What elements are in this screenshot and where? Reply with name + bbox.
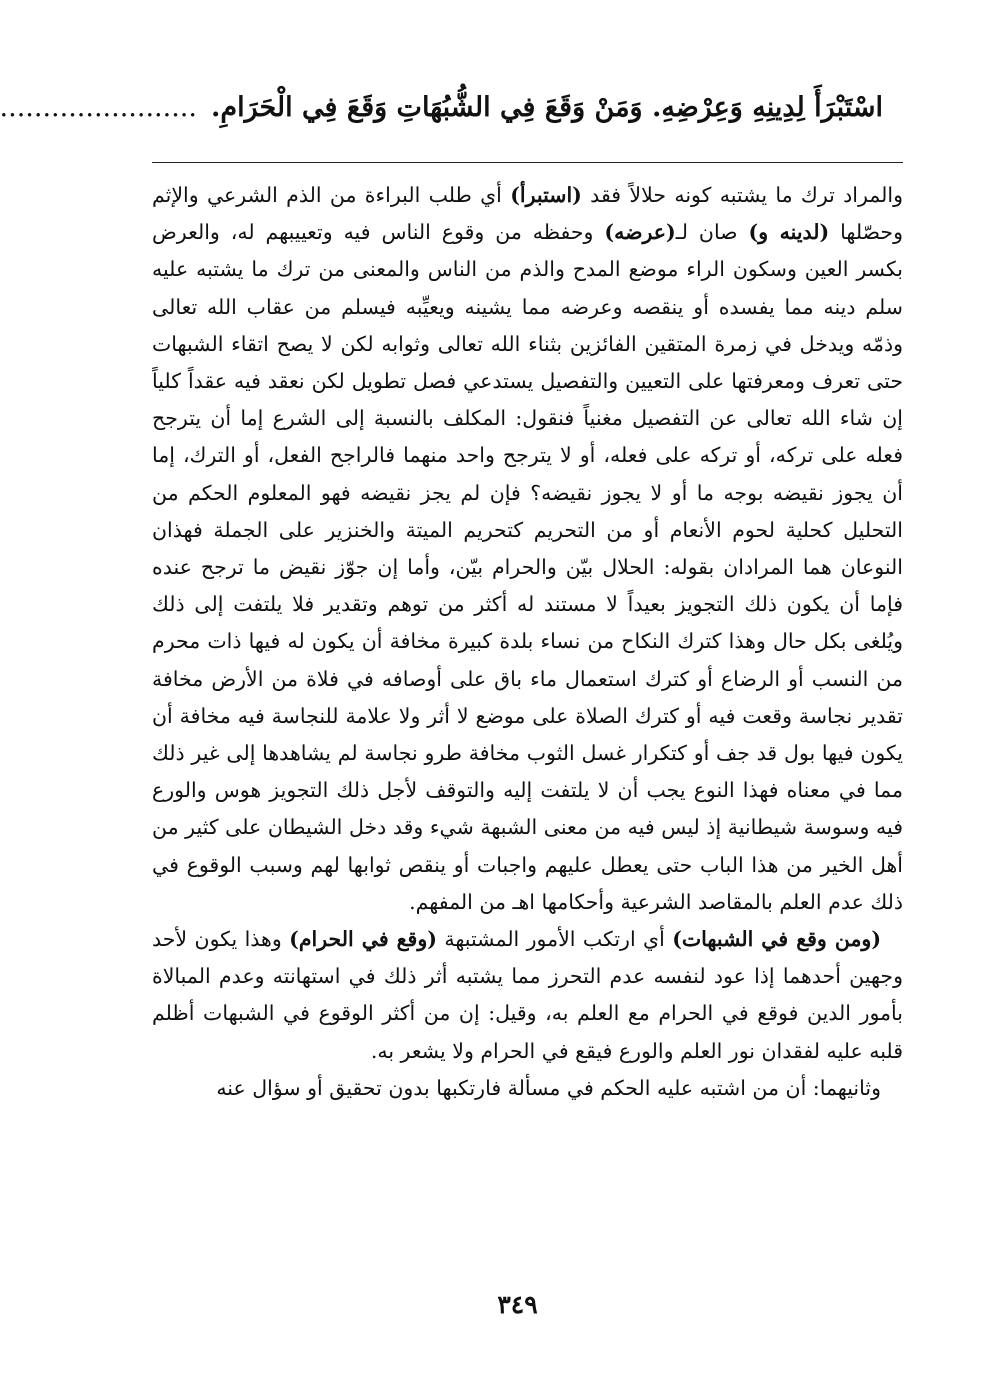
paragraph-text: صان لـ [675, 220, 749, 245]
bold-quote: (عرضه) [604, 220, 676, 245]
bold-quote: (لدينه و) [748, 220, 830, 245]
bold-quote: (ومن وقع في الشبهات) [672, 927, 882, 952]
paragraph-text: أي طلب البراءة من الذم الشرعي والإثم وحصّلها [152, 183, 903, 245]
paragraph-text: وثانيهما: أن من اشتبه عليه الحكم في مسألة فارتكبها بدون تحقيق أو سؤال عنه [216, 1075, 881, 1100]
hadith-text: اسْتَبْرَأَ لِدِينِهِ وَعِرْضِهِ. وَمَنْ وَقَعَ فِي الشُّبُهَاتِ وَقَعَ فِي الْحَرَامِ. [210, 92, 883, 123]
bold-quote: (وقع في الحرام) [289, 927, 437, 952]
separator-rule [152, 162, 903, 163]
ellipsis-dots: ....................... [0, 92, 197, 123]
paragraph-text: والمراد ترك ما يشتبه كونه حلالاً فقد [581, 183, 903, 207]
commentary-text [152, 177, 903, 1107]
paragraph-text: أي ارتكب الأمور المشتبهة [436, 927, 673, 952]
page-number: ٣٤٩ [497, 1290, 538, 1319]
paragraph-text: وحفظه من وقوع الناس فيه وتعييبهم له، والعرض بكسر العين وسكون الراء موضع المدح والذم من الناس والمعنى من ترك ما يشتبه عليه سلم دينه مما يفسده أو ينقصه وعرضه مما يشينه ويعيِّبه فيسلم من عقاب الله تعالى وذمّه ويدخل في زمرة المتقين الفائزين بثناء الله تعالى وثوابه لكن لا يصح اتقاء الشبهات حتى تعرف ومعرفتها على التعيين والتفصيل يستدعي فصل تطويل لكن نعقد فيه عقداً كلياً إن شاء الله تعالى عن التفصيل مغنياً فنقول: المكلف بالنسبة إلى الشرع إما أن يترجح فعله على تركه، أو تركه على فعله، أو لا يترجح واحد منهما فالراجح الفعل، أو الترك، إما أن يجوز نقيضه بوجه ما أو لا يجوز نقيضه؟ فإن لم يجز نقيضه فهو المعلوم الحكم من التحليل كحلية لحوم الأنعام أو من التحريم كتحريم الميتة والخنزير على الجملة فهذان النوعان هما المرادان بقوله: الحلال بيّن والحرام بيّن، وأما إن جوّز نقيض ما ترجح عنده فإما أن يكون ذلك التجويز بعيداً لا مستند له أكثر من توهم وتقدير فلا يلتفت إلى ذلك ويُلغى بكل حال وهذا كترك النكاح من نساء بلدة كبيرة مخافة أن يكون له فيها ذات محرم من النسب أو الرضاع أو كترك استعمال ماء باق على أوصافه في فلاة من الأرض مخافة تقدير نجاسة وقعت فيه أو كترك الصلاة على موضع لا أثر ولا علامة للنجاسة فيه مخافة أن يكون فيها بول قد جف أو كتكرار غسل الثوب مخافة طرو نجاسة لم يشاهدها إلى غير ذلك مما في معناه فهذا النوع يجب أن لا يلتفت إليه والتوقف لأجل ذلك التجويز هوس والورع فيه وسوسة شيطانية إذ ليس فيه من معنى الشبهة شيء وقد دخل الشيطان على كثير من أهل الخير من هذا الباب حتى يعطل عليهم واجبات أو ينقص ثوابها لهم وسبب الوقوع في ذلك عدم العلم بالمقاصد الشرعية وأحكامها اهـ من المفهم. [152, 220, 903, 914]
bold-quote: (استبرأ) [510, 183, 582, 207]
commentary-paragraph-2 [152, 921, 903, 1070]
hadith-text-line [0, 86, 883, 130]
paragraph-text: وهذا يكون لأحد وجهين أحدهما إذا عود لنفسه عدم التحرز مما يشتبه أثر ذلك في استهانته وعدم المبالاة بأمور الدين فوقع في الحرام مع العلم به، وقيل: إن من أكثر الوقوع في الشبهات أظلم قلبه عليه لفقدان نور العلم والورع فيقع في الحرام ولا يشعر به. [152, 927, 903, 1063]
commentary-paragraph-1 [152, 177, 903, 921]
commentary-paragraph-3 [152, 1070, 903, 1107]
